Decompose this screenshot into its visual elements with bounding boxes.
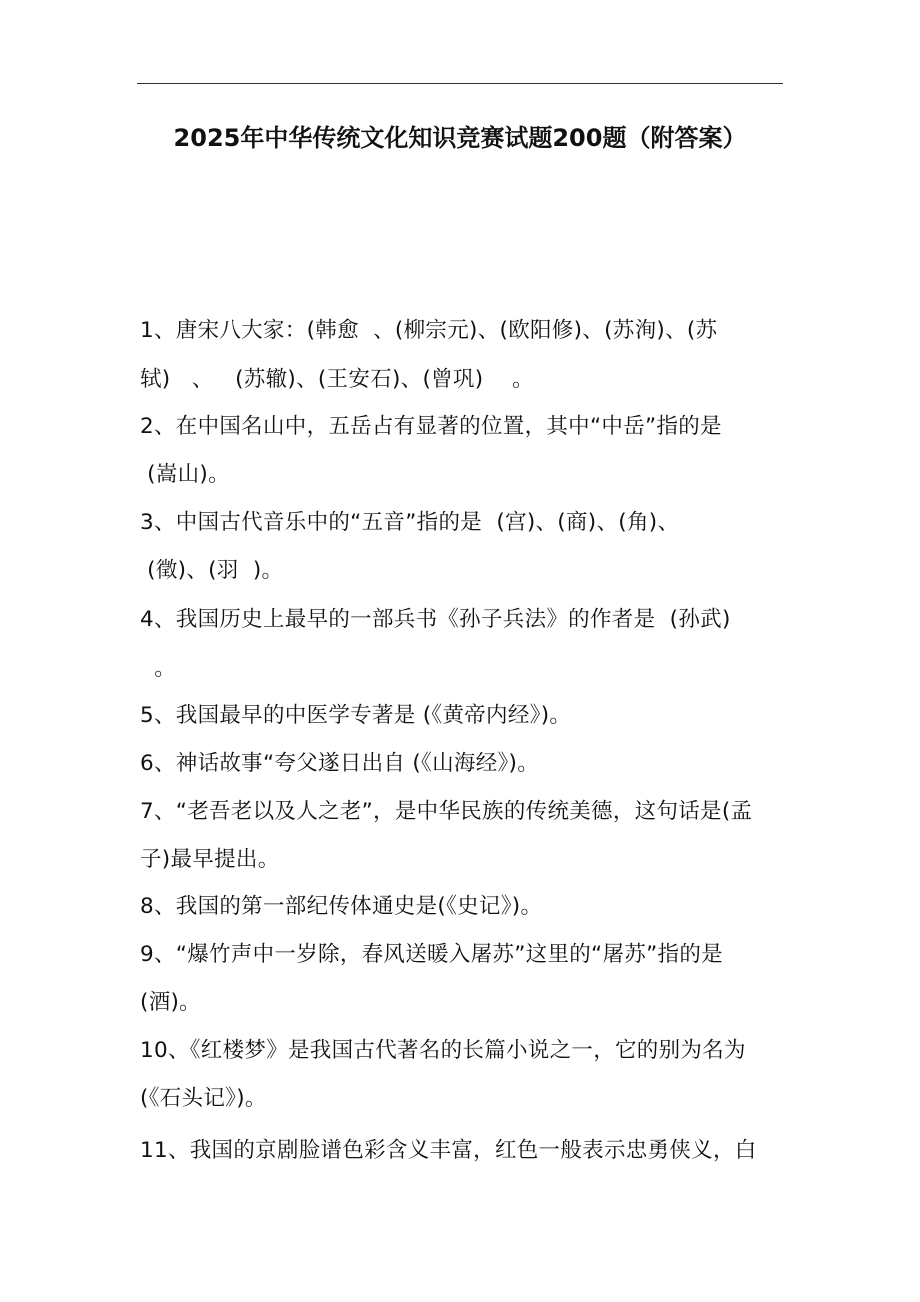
question-line: 3、中国古代音乐中的“五音”指的是 (宫)、(商)、(角)、 xyxy=(140,510,680,535)
question-line: 1、唐宋八大家：(韩愈 、(柳宗元)、(欧阳修)、(苏洵)、(苏 xyxy=(140,318,718,343)
question-line: (《石头记》)。 xyxy=(140,1086,267,1111)
question-line: (徵)、(羽 )。 xyxy=(140,558,284,583)
question-line: (嵩山)。 xyxy=(140,462,230,487)
question-line: 6、神话故事“夸父遂日出自 (《山海经》)。 xyxy=(140,751,540,776)
question-line: (酒)。 xyxy=(140,990,201,1015)
question-line: 9、“爆竹声中一岁除，春风送暖入屠苏”这里的“屠苏”指的是 xyxy=(140,942,723,967)
question-line: 8、我国的第一部纪传体通史是(《史记》)。 xyxy=(140,894,543,919)
question-line: 11、我国的京剧脸谱色彩含义丰富，红色一般表示忠勇侠义，白 xyxy=(140,1138,757,1163)
question-line: 2、在中国名山中，五岳占有显著的位置，其中“中岳”指的是 xyxy=(140,414,722,439)
question-line: 7、“老吾老以及人之老”，是中华民族的传统美德，这句话是(孟 xyxy=(140,799,753,824)
question-line: 轼) 、 (苏辙)、(王安石)、(曾巩) 。 xyxy=(140,367,534,392)
question-line: 。 xyxy=(140,656,177,681)
header-rule xyxy=(137,83,783,84)
question-line: 10、《红楼梦》是我国古代著名的长篇小说之一，它的别为名为 xyxy=(140,1038,746,1063)
question-line: 4、我国历史上最早的一部兵书《孙子兵法》的作者是 (孙武) xyxy=(140,607,731,632)
question-line: 5、我国最早的中医学专著是 (《黄帝内经》)。 xyxy=(140,703,572,728)
page-title: 2025年中华传统文化知识竞赛试题200题（附答案） xyxy=(173,124,747,152)
question-line: 子)最早提出。 xyxy=(140,847,280,872)
